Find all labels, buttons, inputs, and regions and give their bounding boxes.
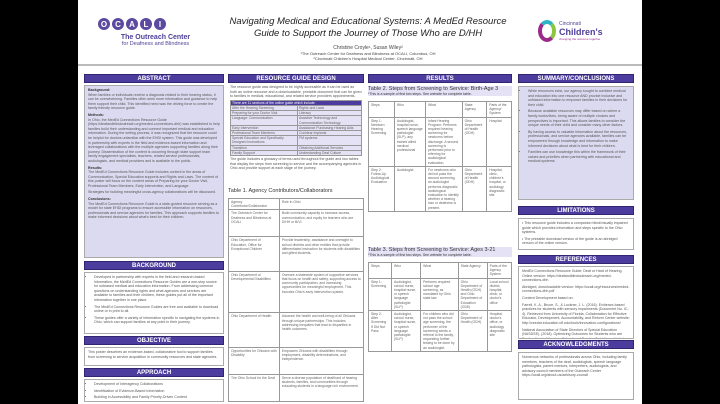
table3-header: Parts of the Agency System: [487, 263, 511, 279]
summary-item: • By having access to valuable information about the resources, professionals, and service agencies available, families can be empowered through knowledge and information to make informed decisions about what is best for their children.: [528, 130, 630, 148]
references-box: [518, 266, 634, 339]
section-cell: Professional Team Members: [231, 131, 298, 136]
table2-cell: Ohio Department of Health (ODH): [462, 117, 487, 166]
table2-cell: Hospital: [487, 117, 512, 166]
objective-box: This poster describes an evidence-based, collaborative tool to support families from screening to service acquisition in community resources and state agencies.: [84, 347, 224, 366]
ocali-sub: for Deafness and Blindness: [121, 41, 190, 47]
section-cell: Early Intervention: [231, 125, 298, 130]
bg-label: Background:: [88, 88, 111, 92]
table1-cell: Provide leadership, assistance and oversight to school districts and other entities that provide differentiated instruction for students with disabilities and gifted students.: [279, 237, 363, 271]
table2-cell: Audiologist, hospital nurse, speech language pathologist (SLP), any trained allied medical professional: [394, 117, 425, 166]
section-cell: Rights and Laws: [298, 105, 362, 110]
reference-item: Abridged, downloadable version: https://ocali.org/resources/meded-connections-dhh.pdf: [522, 284, 630, 294]
table1-header: Role in Ohio: [279, 199, 363, 210]
section-cell: Special Education and Specifically Designed Instructions: [231, 136, 298, 145]
table3-cell: Step 2: After Screening If Did Not Pass: [369, 311, 392, 352]
table1-cell: Build community capacity to increase access, communication, and equity for learners who are D/HH or B/VI.: [279, 210, 363, 237]
table1-cell: Opportunities for Ohioans with Disability: [229, 347, 280, 374]
section-cell: Understanding Deaf Culture: [298, 150, 362, 155]
table3-note: *This is a sample of first two steps. See website for complete table.: [368, 253, 472, 257]
table1-cell: Ohio Department of Education, Office for Exceptional Children: [229, 237, 280, 271]
section-row: [231, 150, 362, 155]
table2-header: Steps: [369, 102, 395, 118]
reference-item: Content Development based on:: [522, 295, 574, 300]
reference-item: Farrell, K. A., Bruce, S., & Luckner, J. L. (2016). Evidence-based practices for students with sensory impairments (Document No. IC-4). Retrieved from University of Florida, Collaboration for Effective Educator, Development, Accountability, and Reform Center website: http://ceedar.education.ufl.edu/tools/innovation-configurations/: [522, 302, 630, 325]
table3-cell: Audiologist, school nurse, hospital nurse, or speech language pathologist (SLP): [392, 278, 421, 310]
table3-header: Who: [392, 263, 421, 279]
abstract-heading: ABSTRACT: [84, 74, 224, 83]
summary-item: • Families can use knowledge this within the framework of their values and priorities when partnering with educational and medical systems.: [528, 150, 630, 164]
table3-header: State Agency: [458, 263, 487, 279]
limitation-item: • The printable download version of the guide is an abridged version of the online version.: [522, 236, 618, 246]
table2-header: What: [425, 102, 462, 118]
ocali-name: The Outreach Center: [120, 34, 191, 41]
abstract-conclusions: The MedEd Connections Resource Guide is a state-guided resource serving as a model for state EHDI programs to ensure accessible information on resources, professionals and service agencies for families. This approach supports families to make informed decisions about what's best for their children.: [88, 201, 219, 220]
table2-cell: Step 1: Newborn Hearing Screening: [369, 117, 395, 166]
table3: [368, 262, 512, 402]
table3-header: What: [421, 263, 459, 279]
design-intro: The resource guide was designed to be highly accessible as it can be used as both an online resource and a downloadable, printable document that can be given to families in medical, educational, and related service providers appointments.: [230, 85, 362, 99]
design-heading: RESOURCE GUIDE DESIGN: [228, 74, 364, 83]
table1-cell: The Outreach Center for Deafness and Blindness at OCALI: [229, 210, 280, 237]
ocali-logo: [98, 18, 213, 47]
table1-cell: Serve a diverse population of deaf/hard of hearing students, families, and communities through educating students in a language rich environment.: [279, 374, 363, 401]
cincinnati-childrens-logo: [538, 20, 628, 42]
table1-title: Table 1. Agency Contributors/Collaborators: [228, 188, 333, 194]
table1-cell: Advance the health and well-being of all Ohioans through unique partnerships. This includes addressing inequities that lead to disparities in health outcomes.: [279, 313, 363, 347]
reference-item: MedEd Connections Resource Guide: Deaf or Hard of Hearing. Online version: https://deafandblindoutreach.org/meded-connections-dhh: [522, 269, 623, 283]
summary-box: [518, 86, 634, 200]
section-cell: Obtaining Additional Services: [298, 145, 362, 150]
methods-label: Methods:: [88, 112, 104, 117]
table3-cell: Step 1: Screening: [369, 278, 392, 310]
section-row: [231, 116, 362, 125]
ocali-letter: C: [112, 18, 124, 30]
section-cell: Transition: [231, 145, 298, 150]
affiliation-2: ²Cincinnati Children's Hospital Medical Center, Cincinnati, OH: [313, 56, 423, 61]
table2-note: *This is a sample of first two steps. See website for complete table.: [368, 92, 472, 96]
background-box: [84, 272, 224, 334]
table3-cell: Ohio Department of Health (ODH) and Ohio Department of Education (ODE): [458, 278, 487, 310]
cc-line2: Children's: [559, 27, 603, 37]
table2-cell: Hospital, clinic, children's hospital, or audiology diagnostic site: [487, 166, 512, 211]
affiliation-1: ¹The Outreach Center for Deafness and Blindness at OCALI, Columbus, OH: [300, 51, 436, 56]
acknowledgments-box: Numerous networks of professionals across Ohio, including family members, teachers of the deaf, audiologists, speech language pathologists, parent mentors, interpreters, audiologists, and advisory council members of the Outreach Center https://ocali.org/about-us/advisory-council: [518, 352, 634, 400]
section-cell: After the Hearing Screening: [231, 105, 298, 110]
summary-item: • Because available resources may differ based on where a family works/lives, being aware of multiple choices and perspectives is important. This allows families to consider the unique needs of their child and consider many other factors.: [528, 109, 630, 127]
table3-cell: Audiologist, school nurse, hospital nurse, or speech language pathologist (SLP): [392, 311, 421, 352]
table1: [228, 198, 364, 402]
background-item: • The MedEd Connections Resource Guides are free and available to download online or in print to all.: [94, 305, 220, 314]
ocali-letter: O: [98, 18, 110, 30]
table2-row: [369, 117, 512, 166]
reference-item: National Association of State Directors of Special Education (NASDSE). (2018). Optimizing Outcomes for Students who are Deaf or Hard of Hearing: Educational Service Guidelines. United:: [522, 327, 626, 339]
approach-item: • Building in Accessibility and Family Priority-Driven Content: [94, 395, 220, 400]
table3-cell: Hospital, doctor's office, or audiology diagnostic site: [487, 311, 511, 352]
summary-heading: SUMMARY/CONCLUSIONS: [518, 74, 634, 83]
table2-cell: Audiologist: [394, 166, 425, 211]
results-label: Results:: [88, 165, 103, 170]
cc-tag: changing the outcome together: [559, 37, 601, 41]
approach-item: • Identification of Evidence-Based Information: [94, 389, 220, 394]
table1-cell: Empowers Ohioans with disabilities through employment, disability determinations, and independence.: [279, 347, 363, 374]
section-cell: Family Support: [231, 150, 298, 155]
ocali-letter: L: [140, 18, 152, 30]
table3-cell: Ohio Department of Health (ODH): [458, 311, 487, 352]
limitations-heading: LIMITATIONS: [518, 206, 634, 215]
conclusions-label: Conclusions:: [88, 197, 111, 202]
section-cell: Literacy: [298, 111, 362, 116]
table1-row: [229, 271, 364, 313]
table2-title-text: Table 2. Steps from Screening to Service: Birth-Age 3: [368, 86, 499, 92]
poster: [78, 0, 642, 404]
table3-cell: For children who did not pass the school age screening, the performer of the screening sends a referral to the family, requesting further testing to be done by an audiologist.: [421, 311, 459, 352]
background-item: • Developed in partnership with experts in the field and research-based information, the MedEd Connections Resource Guides are a one-stop source for unbiased medical and education information. From addressing common questions on understanding rights and what agencies and services are available to families and their children, these guides put all of the important information together in one place.: [94, 275, 220, 303]
table2-cell: Step 2: Follow-Up Audiological Evaluation: [369, 166, 395, 211]
section-cell: Cochlear Implants: [298, 131, 362, 136]
authors: Christine Croyle¹, Susan Wiley²: [333, 45, 403, 51]
cc-line1: Cincinnati: [559, 21, 581, 27]
table2-title: [368, 86, 512, 96]
approach-box: [84, 379, 224, 402]
acknowledgments-heading: ACKNOWLEDGMENTS: [518, 340, 634, 349]
table1-cell: The Ohio School for the Deaf: [229, 374, 280, 401]
table2-header: Who: [394, 102, 425, 118]
section-cell: FM systems: [298, 136, 362, 145]
table1-header: Agency Contributor/Collaborator: [229, 199, 280, 210]
table2-header: Parts of the Agency/ System: [487, 102, 512, 118]
poster-title: Navigating Medical and Educational Systems: A MedEd Resource Guide to Support the Journey of Those Who are D/HH: [229, 16, 507, 39]
ocali-letter: I: [154, 18, 166, 30]
table1-cell: Ohio Department of Health: [229, 313, 280, 347]
section-row: [231, 136, 362, 145]
limitations-box: [518, 218, 634, 250]
table3-row: [369, 311, 512, 352]
table2: [368, 101, 512, 244]
section-cell: Language: Communication: [231, 116, 298, 125]
table3-cell: Performs required school age screening, as mandated by Ohio state law.: [421, 278, 459, 310]
approach-item: • Development of Interagency Collaborations: [94, 382, 220, 387]
table3-cell: Local school district, hospital, clinic, or doctor's office: [487, 278, 511, 310]
design-box: [228, 84, 364, 172]
ocali-letter: A: [126, 18, 138, 30]
table1-cell: Oversee a statewide system of supportive services that focus on health and safety, supporting access to community participation, and increasing opportunities for meaningful employment. This includes Ohio's early intervention system.: [279, 271, 363, 313]
table2-cell: For newborns who did not pass the second screening, an audiologist performs diagnostic audiological evaluation to identify whether a hearing loss or deafness is present.: [425, 166, 462, 211]
abstract-results: The MedEd Connections Resource Guide includes content in the areas of Communication, Special Education supports and Rights and Laws. The content of this poster will focus on the content areas of Preparing for your Doctor Visit, Professional Team Members, Early Intervention, and Language.: [88, 170, 218, 188]
design-outro: The guide includes a glossary of terms used throughout the guide and two tables that display the steps from screening to service and the accompanying agencies in Ohio and provide support at each stage of the journey.: [230, 157, 362, 171]
table2-cell: Infant Hearing Program: Performs required hearing screening for newborns before discharge. A second screening is performed prior to referring for audiological evaluation.: [425, 117, 462, 166]
section-cell: Assistive Technology and Communication Technology: [298, 116, 362, 125]
background-item: • These guides offer a variety of information specific to navigating the systems in Ohio, which can support families at any point in their journey.: [94, 316, 220, 325]
table3-header: Steps: [369, 263, 392, 279]
table1-row: [229, 374, 364, 401]
sections-table: [230, 100, 362, 156]
cc-logo-mark-icon: [538, 20, 556, 42]
table1-row: [229, 347, 364, 374]
table1-row: [229, 210, 364, 237]
objective-heading: OBJECTIVE: [84, 336, 224, 345]
table1-row: [229, 237, 364, 271]
section-cell: Preparing for your Doctor Visit: [231, 111, 298, 116]
background-heading: BACKGROUND: [84, 261, 224, 270]
table3-row: [369, 278, 512, 310]
abstract-background: When families or individuals receive a diagnosis related to their hearing status, it can be overwhelming. Families often seek more information and guidance to help them support their child. This identified need was the driving force to create the family friendly resource guide.: [88, 92, 218, 111]
approach-heading: APPROACH: [84, 368, 224, 377]
limitation-item: • This resource guide includes a companion blind/visually impaired guide which provides information and steps specific to the Ohio systems.: [522, 221, 628, 235]
abstract-methods: In Ohio, the MedEd Connections Resource Guide (https://deafandblindoutreach.org/meded-connections-dhh) was established to help families build their understanding and connect important medical and education information. During the writing process, it was recognized that the resource could be helpful for doctors unfamiliar with the EHDI system. This guide was developed in partnership with experts in the field and evidence-based information and leveraged collaborations with the multiple agencies supporting families along their journey. Dissemination of the content is occurring through state support team family engagement specialists, teachers, related service professionals, audiologists, and medical providers and is available to the public.: [88, 117, 220, 163]
table2-row: [369, 166, 512, 211]
references-heading: REFERENCES: [518, 255, 634, 264]
table2-header: State Agency: [462, 102, 487, 118]
results-heading: RESULTS: [368, 74, 512, 83]
poster-header: [78, 0, 642, 66]
abstract-box: [84, 85, 224, 258]
summary-item: • While resources exist, our agency sought to combine medical and education into one resource AND provide inclusive and unbiased information to empower families in their decisions for their child.: [528, 89, 630, 107]
abstract-results-2: Strategies for building meaningful cross-agency collaborations will be discussed.: [88, 190, 216, 195]
section-cell: Assistance Purchasing Hearing Aids: [298, 125, 362, 130]
table3-title: [368, 247, 512, 257]
table3-title-text: Table 3. Steps from Screening to Service: Ages 3-21: [368, 247, 496, 253]
sections-head: There are 11 sections of the online guide which include:: [231, 100, 362, 105]
authors-block: [218, 46, 518, 61]
table1-cell: Ohio Department of Developmental Disabilities: [229, 271, 280, 313]
table2-cell: Ohio Department of Health (ODH): [462, 166, 487, 211]
table1-row: [229, 313, 364, 347]
